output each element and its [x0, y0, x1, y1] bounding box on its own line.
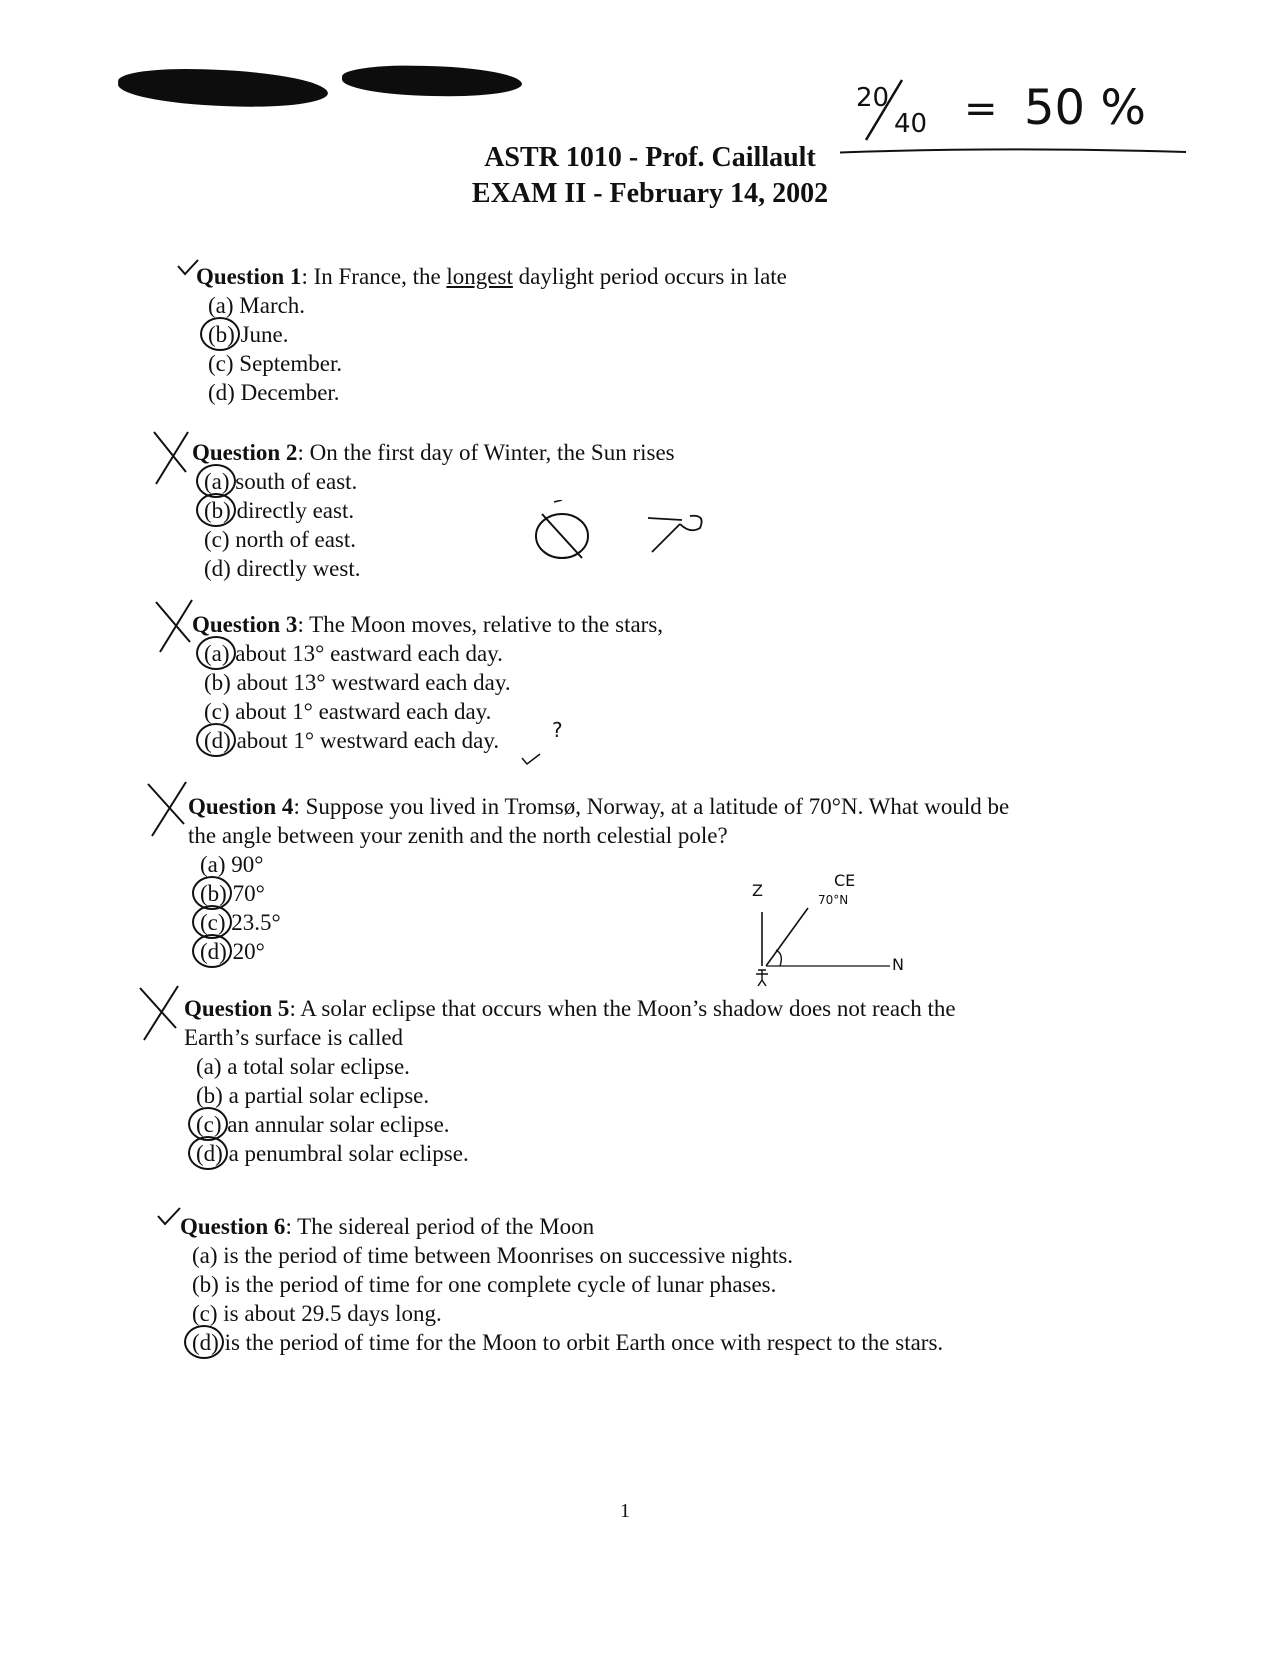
option-b: (b) 70°	[200, 881, 265, 906]
circled-answer: (c)	[196, 1112, 222, 1137]
redacted-name-last	[342, 64, 522, 97]
question-stem-line2: the angle between your zenith and the north celestial pole?	[188, 823, 728, 848]
page-number: 1	[620, 1500, 630, 1522]
circled-answer: (c)	[200, 910, 226, 935]
exam-date-title: EXAM II - February 14, 2002	[471, 178, 829, 209]
circled-answer: (b)	[204, 498, 231, 523]
option-c: (c) about 1° eastward each day.	[204, 699, 492, 724]
question-label: Question 5	[184, 996, 290, 1021]
question-1	[196, 262, 787, 407]
option-b: (b) directly east.	[204, 498, 355, 523]
score-equals: =	[964, 86, 998, 132]
option-c: (c) north of east.	[204, 527, 356, 552]
option-d: (d) 20°	[200, 939, 265, 964]
option-c: (c) 23.5°	[200, 910, 281, 935]
question-mark-note: ?	[552, 718, 563, 742]
option-b: (b) about 13° westward each day.	[204, 670, 511, 695]
question-6	[180, 1212, 943, 1357]
question-5	[184, 994, 956, 1168]
circled-answer: (d)	[200, 939, 227, 964]
cross-mark-icon	[150, 428, 192, 488]
exam-course-title: ASTR 1010 - Prof. Caillault	[484, 142, 816, 173]
option-c: (c) is about 29.5 days long.	[192, 1301, 442, 1326]
question-label: Question 6	[180, 1214, 286, 1239]
option-d: (d) is the period of time for the Moon to orbit Earth once with respect to the stars.	[192, 1330, 944, 1355]
question-label: Question 3	[192, 612, 298, 637]
redacted-name-first	[117, 66, 328, 109]
check-mark-icon	[520, 752, 542, 766]
option-a: (a) south of east.	[204, 469, 358, 494]
option-c: (c) September.	[208, 351, 343, 376]
sun-sketch-icon	[530, 500, 710, 570]
circled-answer: (d)	[192, 1330, 219, 1355]
underlined-word: longest	[446, 264, 513, 289]
question-stem: Question 5: A solar eclipse that occurs when the Moon’s shadow does not reach the	[184, 996, 956, 1021]
option-d: (d) directly west.	[204, 556, 361, 581]
sketch-ce-label: CE	[834, 871, 856, 890]
circled-answer: (a)	[204, 469, 230, 494]
sketch-latitude-label: 70°N	[818, 893, 849, 907]
circled-answer: (a)	[204, 641, 230, 666]
cross-mark-icon	[144, 780, 190, 840]
option-b: (b) June.	[208, 322, 289, 347]
circled-answer: (d)	[204, 728, 231, 753]
question-stem: Question 2: On the first day of Winter, the Sun rises	[192, 440, 675, 465]
cross-mark-icon	[152, 598, 196, 658]
circled-answer: (b)	[208, 322, 235, 347]
option-a: (a) about 13° eastward each day.	[204, 641, 503, 666]
score-denominator: 40	[894, 109, 928, 139]
sketch-zenith-label: Z	[752, 881, 763, 900]
question-3	[192, 610, 663, 755]
check-mark-icon	[176, 258, 200, 278]
question-stem: Question 3: The Moon moves, relative to the stars,	[192, 612, 664, 637]
score-percent: 50 %	[1024, 80, 1146, 136]
score-numerator: 20	[856, 83, 890, 113]
option-a: (a) March.	[208, 293, 306, 318]
circled-answer: (d)	[196, 1141, 223, 1166]
option-b: (b) a partial solar eclipse.	[196, 1083, 430, 1108]
check-mark-icon	[156, 1206, 182, 1228]
sketch-north-label: N	[892, 955, 904, 974]
circled-answer: (b)	[200, 881, 227, 906]
question-stem: Question 6: The sidereal period of the Moon	[180, 1214, 595, 1239]
zenith-pole-sketch	[740, 870, 920, 990]
option-c: (c) an annular solar eclipse.	[196, 1112, 450, 1137]
question-stem: Question 4: Suppose you lived in Tromsø, Norway, at a latitude of 70°N. What would be	[188, 794, 1010, 819]
cross-mark-icon	[136, 984, 182, 1044]
exam-header	[380, 140, 920, 212]
question-label: Question 1	[196, 264, 302, 289]
question-label: Question 4	[188, 794, 294, 819]
question-stem-line2: Earth’s surface is called	[184, 1025, 404, 1050]
option-a: (a) is the period of time between Moonrises on successive nights.	[192, 1243, 794, 1268]
option-d: (d) a penumbral solar eclipse.	[196, 1141, 469, 1166]
option-a: (a) 90°	[200, 852, 264, 877]
question-stem: Question 1: In France, the longest daylight period occurs in late	[196, 264, 787, 289]
option-a: (a) a total solar eclipse.	[196, 1054, 410, 1079]
option-d: (d) December.	[208, 380, 340, 405]
option-b: (b) is the period of time for one complete cycle of lunar phases.	[192, 1272, 777, 1297]
option-d: (d) about 1° westward each day.	[204, 728, 500, 753]
question-label: Question 2	[192, 440, 298, 465]
